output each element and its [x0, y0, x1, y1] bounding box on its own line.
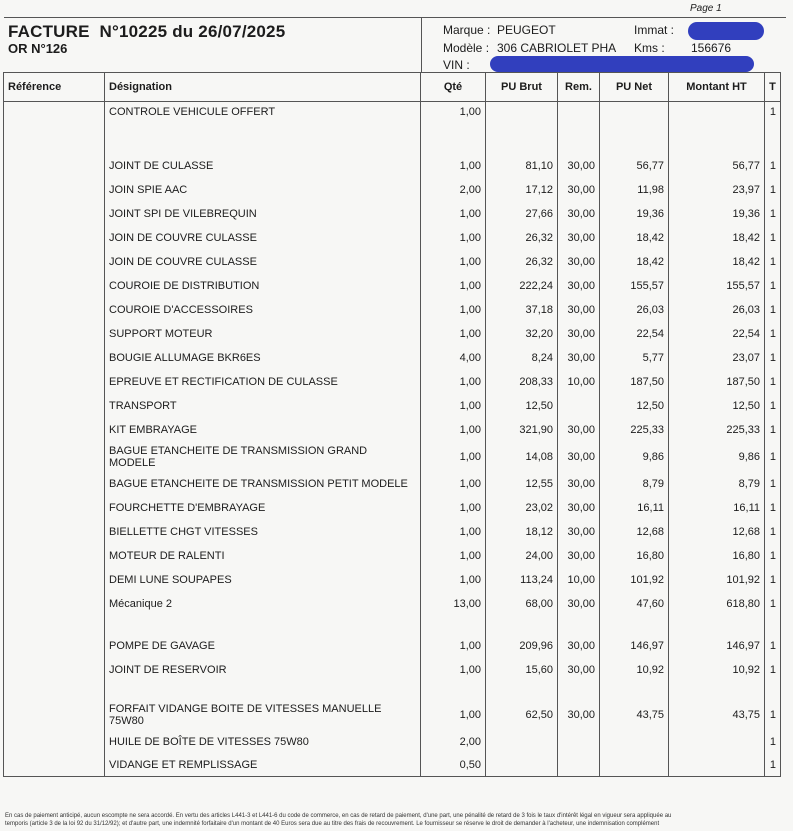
line-t: 1: [765, 102, 781, 137]
line-qty: 1,00: [421, 568, 486, 592]
vehicle-kms-label: Kms :: [634, 41, 665, 55]
line-qty: 1,00: [421, 634, 486, 658]
line-reference: [4, 202, 105, 226]
vehicle-model-label: Modèle :: [443, 41, 490, 55]
line-reference: [4, 754, 105, 777]
line-reference: [4, 730, 105, 754]
line-qty: 1,00: [421, 544, 486, 568]
line-pu-net: 12,50: [600, 394, 669, 418]
line-pu-net: 9,86: [600, 442, 669, 472]
line-reference: [4, 154, 105, 178]
line-qty: 1,00: [421, 442, 486, 472]
col-reference: Référence: [4, 73, 105, 102]
table-row: [4, 250, 781, 274]
line-reference: [4, 418, 105, 442]
line-designation: BIELLETTE CHGT VITESSES: [105, 520, 421, 544]
vehicle-vin-label: VIN :: [443, 58, 470, 72]
line-reference: [4, 658, 105, 682]
line-montant-ht: 26,03: [669, 298, 765, 322]
header-divider: [421, 17, 422, 72]
line-qty: [421, 616, 486, 634]
line-montant-ht: 225,33: [669, 418, 765, 442]
table-row: [4, 442, 781, 472]
line-qty: [421, 136, 486, 154]
table-row: [4, 472, 781, 496]
line-rem: 30,00: [558, 202, 600, 226]
line-rem: 30,00: [558, 442, 600, 472]
line-pu-net: [600, 730, 669, 754]
line-pu-net: 16,80: [600, 544, 669, 568]
line-designation: HUILE DE BOÎTE DE VITESSES 75W80: [105, 730, 421, 754]
line-pu-brut: 15,60: [486, 658, 558, 682]
line-pu-net: 8,79: [600, 472, 669, 496]
table-row: [4, 634, 781, 658]
line-t: 1: [765, 520, 781, 544]
line-qty: 1,00: [421, 418, 486, 442]
line-designation: KIT EMBRAYAGE: [105, 418, 421, 442]
line-pu-net: [600, 616, 669, 634]
line-qty: 2,00: [421, 730, 486, 754]
line-pu-net: 43,75: [600, 700, 669, 730]
line-designation: EPREUVE ET RECTIFICATION DE CULASSE: [105, 370, 421, 394]
line-rem: [558, 730, 600, 754]
col-t: T: [765, 73, 781, 102]
line-t: [765, 616, 781, 634]
line-qty: 1,00: [421, 154, 486, 178]
line-designation: JOINT DE CULASSE: [105, 154, 421, 178]
table-row: [4, 202, 781, 226]
line-qty: 1,00: [421, 520, 486, 544]
line-pu-net: [600, 102, 669, 137]
table-row: [4, 544, 781, 568]
table-row: [4, 730, 781, 754]
table-row: [4, 346, 781, 370]
line-t: 1: [765, 700, 781, 730]
line-designation: JOIN DE COUVRE CULASSE: [105, 250, 421, 274]
line-pu-net: 10,92: [600, 658, 669, 682]
line-montant-ht: 18,42: [669, 250, 765, 274]
line-montant-ht: 9,86: [669, 442, 765, 472]
line-t: [765, 136, 781, 154]
line-rem: 30,00: [558, 496, 600, 520]
line-t: 1: [765, 298, 781, 322]
table-row: [4, 520, 781, 544]
line-rem: 30,00: [558, 658, 600, 682]
vehicle-model-value: 306 CABRIOLET PHA: [497, 41, 617, 55]
table-row: [4, 700, 781, 730]
table-row: [4, 274, 781, 298]
line-montant-ht: 23,07: [669, 346, 765, 370]
invoice-lines: [4, 102, 781, 777]
line-montant-ht: 12,50: [669, 394, 765, 418]
line-reference: [4, 298, 105, 322]
line-designation: BOUGIE ALLUMAGE BKR6ES: [105, 346, 421, 370]
line-montant-ht: [669, 136, 765, 154]
table-row: [4, 370, 781, 394]
line-qty: 1,00: [421, 202, 486, 226]
line-reference: [4, 250, 105, 274]
line-rem: 30,00: [558, 592, 600, 616]
line-qty: 0,50: [421, 754, 486, 777]
line-montant-ht: 23,97: [669, 178, 765, 202]
line-pu-brut: 37,18: [486, 298, 558, 322]
line-qty: 1,00: [421, 298, 486, 322]
line-reference: [4, 616, 105, 634]
line-designation: JOIN SPIE AAC: [105, 178, 421, 202]
line-pu-net: 155,57: [600, 274, 669, 298]
line-t: 1: [765, 322, 781, 346]
line-pu-brut: 26,32: [486, 250, 558, 274]
line-qty: [421, 682, 486, 700]
vehicle-brand-value: PEUGEOT: [497, 23, 556, 37]
line-montant-ht: 16,11: [669, 496, 765, 520]
line-designation: Mécanique 2: [105, 592, 421, 616]
line-pu-brut: 18,12: [486, 520, 558, 544]
line-pu-net: 187,50: [600, 370, 669, 394]
table-row: [4, 418, 781, 442]
line-rem: [558, 394, 600, 418]
table-row: [4, 298, 781, 322]
line-pu-net: 22,54: [600, 322, 669, 346]
legal-footer-line-1: En cas de paiement anticipé, aucun escompte ne sera accordé. En vertu des articles L441-3 et L441-6 du code de commerce, en cas de retard de paiement, d'une part, une pénalité de retard de 3 fois le taux d'intérêt légal en vigueur sera appliquée au: [5, 813, 672, 819]
line-t: 1: [765, 634, 781, 658]
line-montant-ht: 8,79: [669, 472, 765, 496]
header-top-rule: [4, 17, 786, 18]
redaction-immat: [688, 22, 764, 40]
vehicle-kms-value: 156676: [691, 41, 732, 55]
col-pu-brut: PU Brut: [486, 73, 558, 102]
line-designation: JOINT DE RESERVOIR: [105, 658, 421, 682]
line-montant-ht: [669, 754, 765, 777]
line-pu-brut: [486, 616, 558, 634]
line-montant-ht: [669, 730, 765, 754]
order-reference: OR N°126: [8, 41, 68, 56]
line-reference: [4, 544, 105, 568]
line-t: 1: [765, 592, 781, 616]
line-qty: 1,00: [421, 472, 486, 496]
line-reference: [4, 322, 105, 346]
line-rem: 30,00: [558, 520, 600, 544]
line-pu-net: 11,98: [600, 178, 669, 202]
line-t: 1: [765, 568, 781, 592]
line-reference: [4, 700, 105, 730]
col-pu-net: PU Net: [600, 73, 669, 102]
line-pu-brut: [486, 102, 558, 137]
line-rem: 30,00: [558, 472, 600, 496]
line-reference: [4, 274, 105, 298]
table-row: [4, 658, 781, 682]
spacer-row: [4, 616, 781, 634]
line-designation: BAGUE ETANCHEITE DE TRANSMISSION PETIT MODELE: [105, 472, 421, 496]
line-qty: 1,00: [421, 226, 486, 250]
line-pu-net: 101,92: [600, 568, 669, 592]
line-t: 1: [765, 544, 781, 568]
line-designation: FOURCHETTE D'EMBRAYAGE: [105, 496, 421, 520]
line-pu-net: 47,60: [600, 592, 669, 616]
line-pu-brut: 23,02: [486, 496, 558, 520]
line-t: 1: [765, 730, 781, 754]
line-t: 1: [765, 472, 781, 496]
line-reference: [4, 178, 105, 202]
line-t: 1: [765, 154, 781, 178]
line-pu-brut: [486, 754, 558, 777]
line-rem: [558, 616, 600, 634]
line-pu-net: 19,36: [600, 202, 669, 226]
line-reference: [4, 472, 105, 496]
line-designation: FORFAIT VIDANGE BOITE DE VITESSES MANUELLE 75W80: [105, 700, 421, 730]
line-t: 1: [765, 370, 781, 394]
line-montant-ht: 155,57: [669, 274, 765, 298]
table-row: [4, 178, 781, 202]
line-designation: BAGUE ETANCHEITE DE TRANSMISSION GRAND MODELE: [105, 442, 421, 472]
line-reference: [4, 520, 105, 544]
line-pu-brut: 32,20: [486, 322, 558, 346]
line-designation: JOIN DE COUVRE CULASSE: [105, 226, 421, 250]
line-designation: JOINT SPI DE VILEBREQUIN: [105, 202, 421, 226]
line-pu-brut: 26,32: [486, 226, 558, 250]
line-rem: 10,00: [558, 370, 600, 394]
legal-footer: [5, 812, 787, 828]
line-qty: 1,00: [421, 370, 486, 394]
line-designation: TRANSPORT: [105, 394, 421, 418]
line-reference: [4, 634, 105, 658]
line-t: 1: [765, 274, 781, 298]
line-pu-brut: 14,08: [486, 442, 558, 472]
table-header-row: [4, 73, 781, 102]
line-montant-ht: 56,77: [669, 154, 765, 178]
invoice-lines-table: [3, 72, 781, 777]
col-qty: Qté: [421, 73, 486, 102]
line-t: 1: [765, 496, 781, 520]
line-qty: 1,00: [421, 658, 486, 682]
col-designation: Désignation: [105, 73, 421, 102]
table-row: [4, 592, 781, 616]
table-row: [4, 754, 781, 777]
line-qty: 1,00: [421, 102, 486, 137]
line-pu-net: 18,42: [600, 226, 669, 250]
line-pu-brut: 209,96: [486, 634, 558, 658]
line-t: 1: [765, 226, 781, 250]
line-montant-ht: 19,36: [669, 202, 765, 226]
line-designation: MOTEUR DE RALENTI: [105, 544, 421, 568]
line-qty: 1,00: [421, 700, 486, 730]
line-pu-brut: 12,50: [486, 394, 558, 418]
table-row: [4, 394, 781, 418]
line-montant-ht: 146,97: [669, 634, 765, 658]
legal-footer-line-2: temporis (article 3 de la loi 92 du 31/12/92); et d'autre part, une indemnité forfaitaire d'un montant de 40 Euros sera due au titre des frais de recouvrement. Le fournisseur se réserve le droit de demander à l'acheteur, une indemnisation complément: [5, 821, 660, 827]
line-pu-brut: 208,33: [486, 370, 558, 394]
line-designation: [105, 682, 421, 700]
vehicle-immat-label: Immat :: [634, 23, 675, 37]
line-pu-brut: [486, 136, 558, 154]
line-t: 1: [765, 202, 781, 226]
spacer-row: [4, 136, 781, 154]
invoice-title: FACTURE N°10225 du 26/07/2025: [8, 22, 286, 41]
line-rem: 30,00: [558, 346, 600, 370]
line-reference: [4, 568, 105, 592]
line-montant-ht: 618,80: [669, 592, 765, 616]
line-rem: [558, 102, 600, 137]
line-designation: COUROIE D'ACCESSOIRES: [105, 298, 421, 322]
line-designation: POMPE DE GAVAGE: [105, 634, 421, 658]
line-pu-brut: 27,66: [486, 202, 558, 226]
spacer-row: [4, 682, 781, 700]
line-montant-ht: 22,54: [669, 322, 765, 346]
line-reference: [4, 370, 105, 394]
line-pu-net: 26,03: [600, 298, 669, 322]
line-qty: 1,00: [421, 394, 486, 418]
line-t: 1: [765, 250, 781, 274]
col-montant-ht: Montant HT: [669, 73, 765, 102]
line-pu-brut: 17,12: [486, 178, 558, 202]
line-pu-net: [600, 754, 669, 777]
line-montant-ht: 10,92: [669, 658, 765, 682]
line-pu-net: 146,97: [600, 634, 669, 658]
line-reference: [4, 592, 105, 616]
line-pu-net: 5,77: [600, 346, 669, 370]
line-rem: 30,00: [558, 634, 600, 658]
line-rem: 30,00: [558, 274, 600, 298]
line-pu-brut: 321,90: [486, 418, 558, 442]
line-montant-ht: 12,68: [669, 520, 765, 544]
line-designation: [105, 616, 421, 634]
line-reference: [4, 102, 105, 137]
line-pu-net: 56,77: [600, 154, 669, 178]
line-designation: SUPPORT MOTEUR: [105, 322, 421, 346]
line-qty: 1,00: [421, 250, 486, 274]
line-pu-net: 16,11: [600, 496, 669, 520]
line-pu-brut: [486, 730, 558, 754]
line-pu-brut: [486, 682, 558, 700]
line-t: 1: [765, 418, 781, 442]
line-reference: [4, 442, 105, 472]
line-t: 1: [765, 442, 781, 472]
line-reference: [4, 682, 105, 700]
line-t: [765, 682, 781, 700]
line-qty: 2,00: [421, 178, 486, 202]
line-pu-brut: 81,10: [486, 154, 558, 178]
line-designation: [105, 136, 421, 154]
line-pu-brut: 113,24: [486, 568, 558, 592]
line-montant-ht: [669, 102, 765, 137]
line-montant-ht: 43,75: [669, 700, 765, 730]
line-rem: [558, 754, 600, 777]
line-reference: [4, 394, 105, 418]
line-rem: 30,00: [558, 226, 600, 250]
line-montant-ht: 187,50: [669, 370, 765, 394]
line-designation: VIDANGE ET REMPLISSAGE: [105, 754, 421, 777]
table-row: [4, 102, 781, 137]
line-montant-ht: 18,42: [669, 226, 765, 250]
line-montant-ht: [669, 682, 765, 700]
table-row: [4, 226, 781, 250]
table-row: [4, 322, 781, 346]
line-pu-brut: 8,24: [486, 346, 558, 370]
line-qty: 1,00: [421, 274, 486, 298]
line-rem: [558, 682, 600, 700]
line-designation: DEMI LUNE SOUPAPES: [105, 568, 421, 592]
page-number: Page 1: [690, 3, 722, 14]
line-rem: 30,00: [558, 544, 600, 568]
line-t: 1: [765, 178, 781, 202]
line-reference: [4, 496, 105, 520]
line-pu-brut: 68,00: [486, 592, 558, 616]
line-rem: 30,00: [558, 322, 600, 346]
line-qty: 1,00: [421, 322, 486, 346]
line-pu-net: [600, 682, 669, 700]
line-designation: COUROIE DE DISTRIBUTION: [105, 274, 421, 298]
line-rem: 30,00: [558, 154, 600, 178]
line-montant-ht: 101,92: [669, 568, 765, 592]
redaction-vin: [490, 56, 754, 72]
line-rem: 10,00: [558, 568, 600, 592]
line-pu-brut: 24,00: [486, 544, 558, 568]
line-rem: 30,00: [558, 418, 600, 442]
table-row: [4, 154, 781, 178]
line-pu-brut: 222,24: [486, 274, 558, 298]
line-rem: 30,00: [558, 178, 600, 202]
line-pu-net: [600, 136, 669, 154]
line-montant-ht: [669, 616, 765, 634]
line-reference: [4, 136, 105, 154]
line-rem: 30,00: [558, 250, 600, 274]
line-rem: 30,00: [558, 700, 600, 730]
line-t: 1: [765, 394, 781, 418]
line-qty: 4,00: [421, 346, 486, 370]
line-rem: 30,00: [558, 298, 600, 322]
table-row: [4, 496, 781, 520]
table-row: [4, 568, 781, 592]
col-rem: Rem.: [558, 73, 600, 102]
line-designation: CONTROLE VEHICULE OFFERT: [105, 102, 421, 137]
line-pu-brut: 62,50: [486, 700, 558, 730]
line-reference: [4, 346, 105, 370]
line-pu-brut: 12,55: [486, 472, 558, 496]
line-reference: [4, 226, 105, 250]
line-rem: [558, 136, 600, 154]
line-pu-net: 12,68: [600, 520, 669, 544]
line-t: 1: [765, 658, 781, 682]
line-pu-net: 225,33: [600, 418, 669, 442]
line-qty: 13,00: [421, 592, 486, 616]
line-t: 1: [765, 346, 781, 370]
line-qty: 1,00: [421, 496, 486, 520]
line-pu-net: 18,42: [600, 250, 669, 274]
line-montant-ht: 16,80: [669, 544, 765, 568]
vehicle-brand-label: Marque :: [443, 23, 491, 37]
line-t: 1: [765, 754, 781, 777]
